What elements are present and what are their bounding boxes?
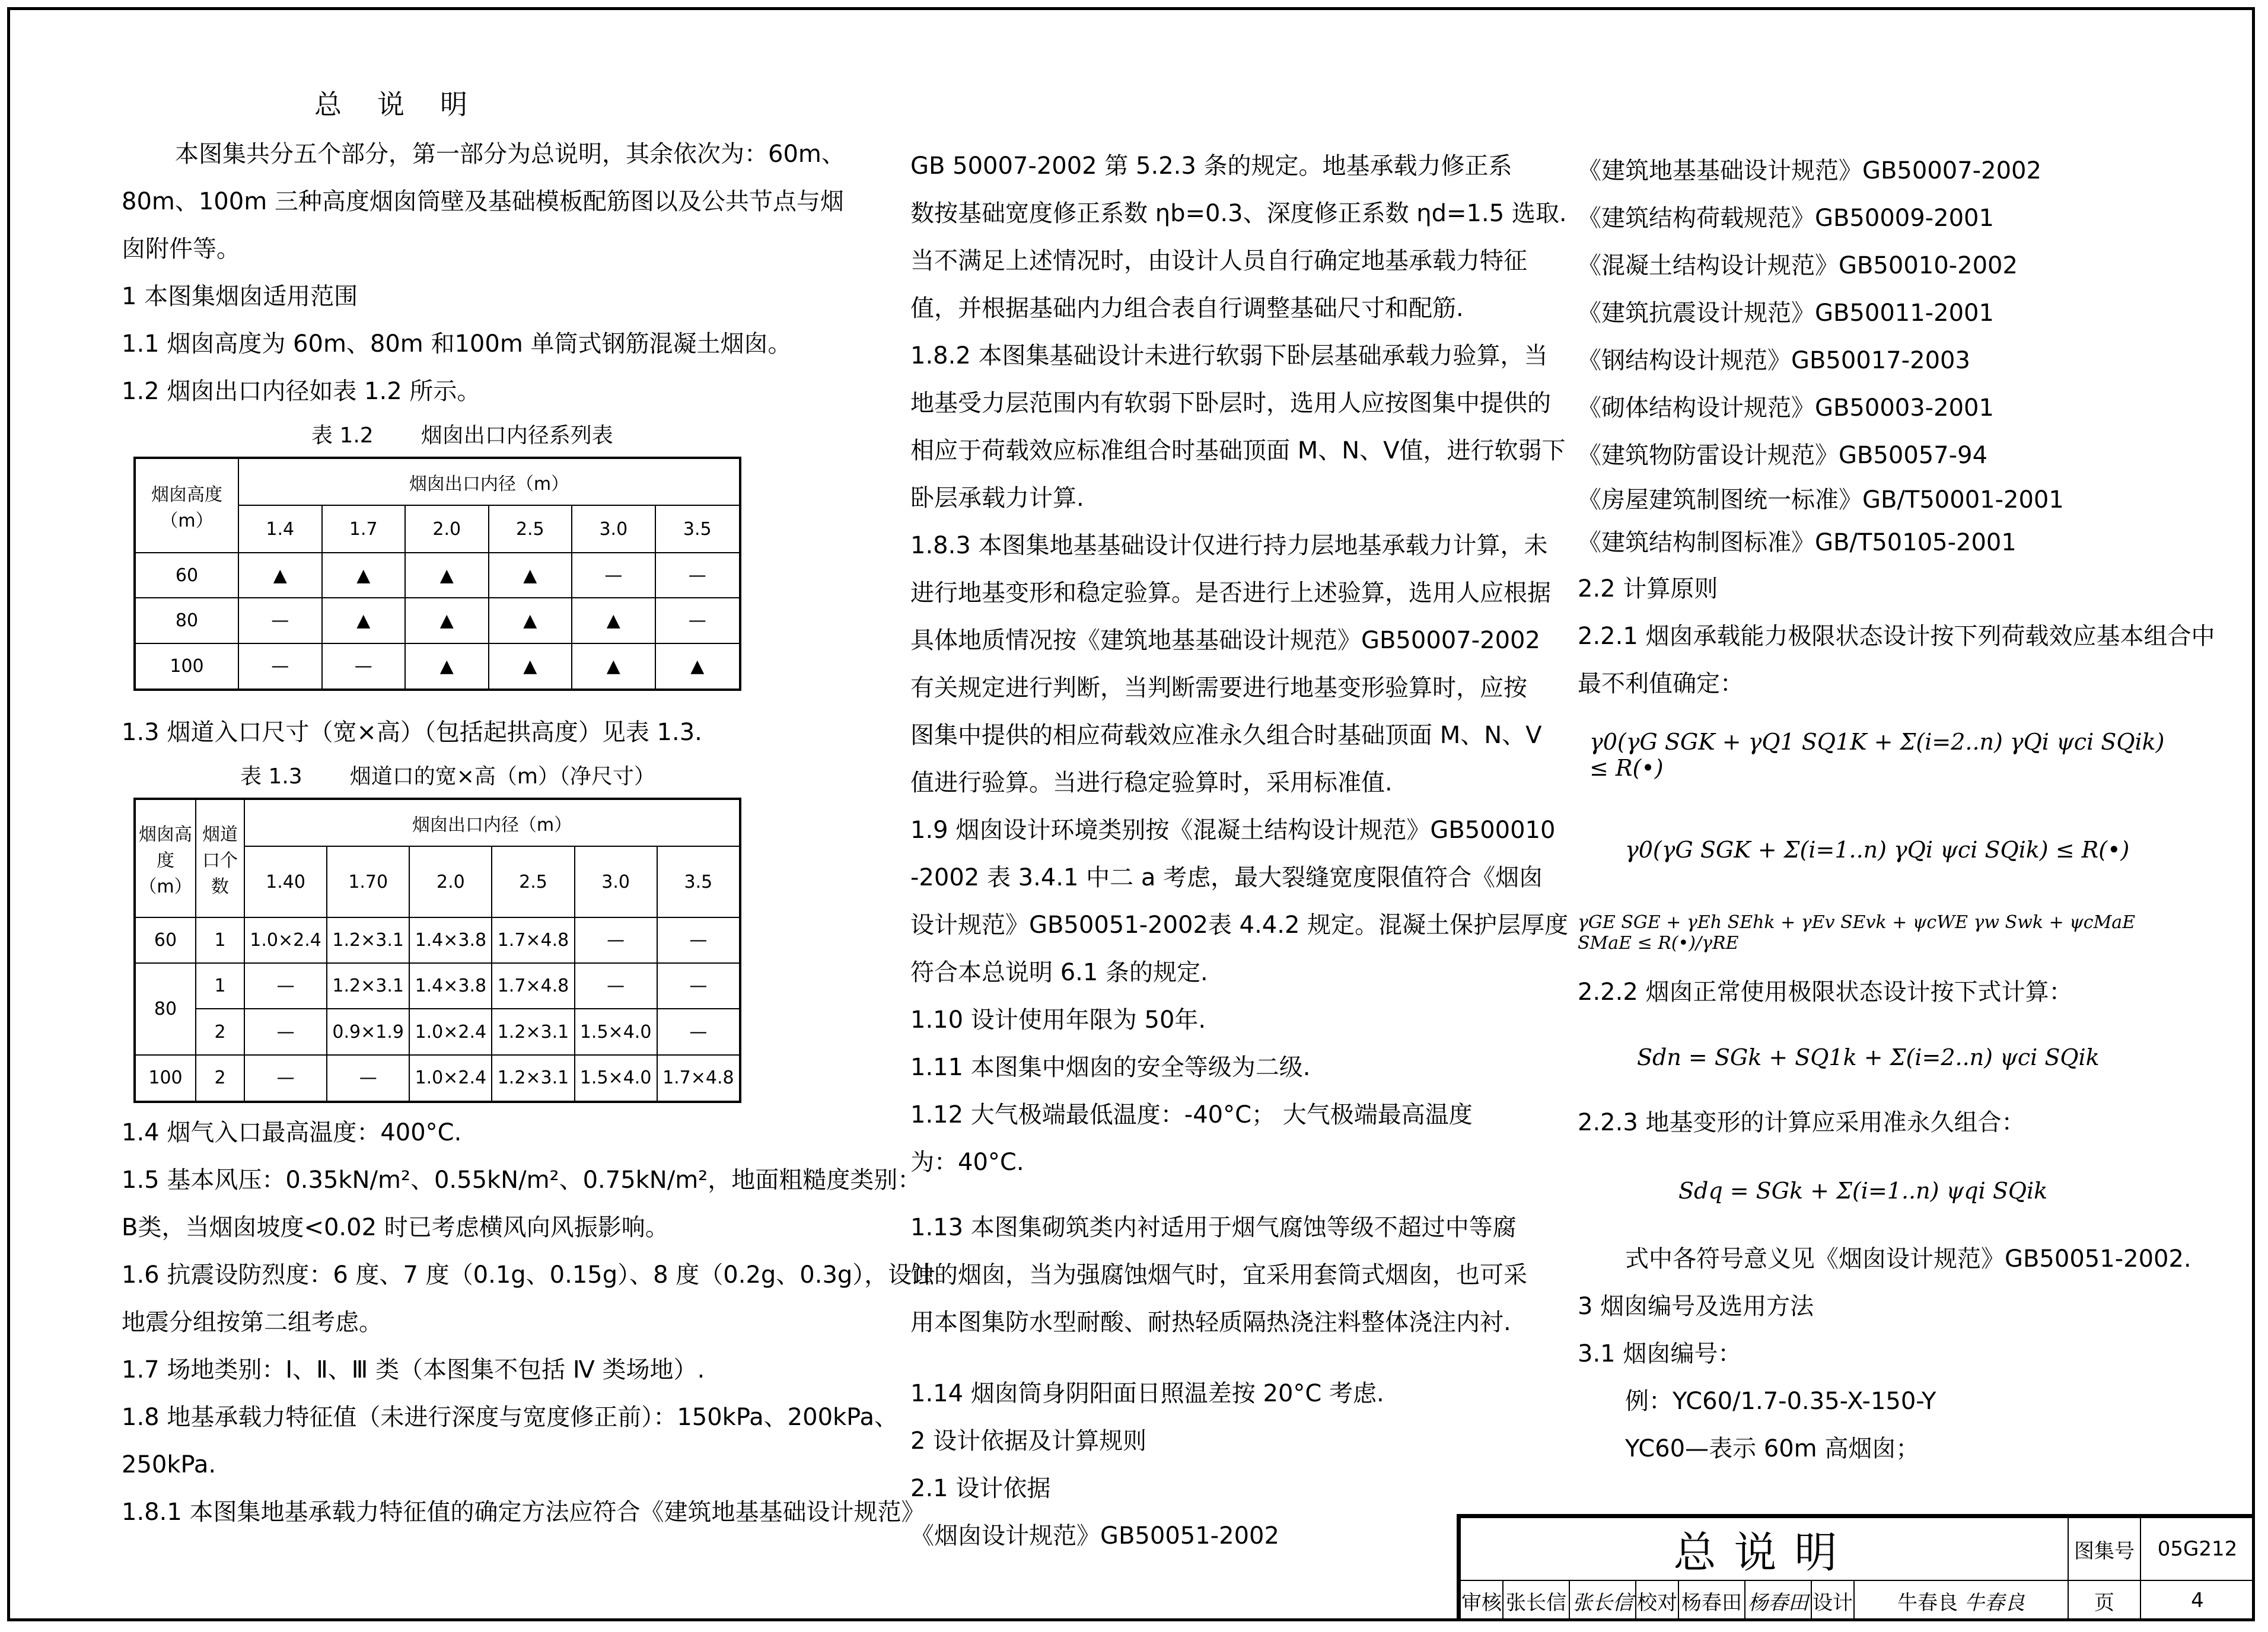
page-number: 4 bbox=[2140, 1580, 2254, 1621]
formula-2: γ0(γG SGK + Σ(i=1..n) γQi ψci SQik) ≤ R(•) bbox=[1625, 837, 2130, 863]
reference-item: 《房屋建筑制图统一标准》GB/T50001-2001 bbox=[1578, 486, 2064, 514]
table-row bbox=[135, 963, 740, 1009]
table-1-3-caption bbox=[122, 756, 851, 798]
table-row bbox=[135, 643, 740, 690]
t13-row-height: 100 bbox=[135, 1055, 196, 1102]
t12-header-height: 烟囱高度（m） bbox=[135, 458, 238, 553]
text-line: 1.9 烟囱设计环境类别按《混凝土结构设计规范》GB500010 bbox=[910, 817, 1556, 844]
text-line: 为：40°C. bbox=[910, 1149, 1024, 1176]
title-block bbox=[1457, 1514, 2255, 1621]
t12-col: 1.7 bbox=[322, 505, 406, 553]
page-label: 页 bbox=[2068, 1580, 2140, 1621]
t12-row-height: 60 bbox=[135, 553, 238, 598]
t12-cell: ▲ bbox=[405, 553, 489, 598]
text-line: 卧层承载力计算. bbox=[910, 485, 1084, 512]
text-line: 1.14 烟囱筒身阴阳面日照温差按 20°C 考虑. bbox=[910, 1380, 1384, 1407]
t13-cell: 1.0×2.4 bbox=[409, 1055, 492, 1102]
text-line: 图集中提供的相应荷载效应准永久组合时基础顶面 M、N、V bbox=[910, 722, 1542, 749]
clause-1-8-a: 1.8 地基承载力特征值（未进行深度与宽度修正前）：150kPa、200kPa、 bbox=[122, 1404, 899, 1431]
t12-cell: ▲ bbox=[405, 643, 489, 690]
t13-cell: 1.2×3.1 bbox=[327, 963, 409, 1009]
t13-col: 1.70 bbox=[327, 846, 409, 917]
t13-cell: — bbox=[244, 1055, 327, 1102]
table-1-2-title: 烟囱出口内径系列表 bbox=[421, 423, 613, 448]
column-1 bbox=[122, 71, 936, 1536]
clause-2-2-1-a: 2.2.1 烟囱承载能力极限状态设计按下列荷载效应基本组合中 bbox=[1578, 623, 2215, 650]
clause-2-2-1-b: 最不利值确定： bbox=[1578, 670, 1744, 697]
t13-cell: — bbox=[327, 1055, 409, 1102]
t12-cell: — bbox=[238, 643, 322, 690]
table-1-3-no: 表 1.3 bbox=[240, 764, 302, 789]
clause-1-6-b: 地震分组按第二组考虑。 bbox=[122, 1309, 383, 1336]
text-line: 当不满足上述情况时，由设计人员自行确定地基承载力特征 bbox=[910, 247, 1527, 275]
text-line: 进行地基变形和稳定验算。是否进行上述验算，选用人应根据 bbox=[910, 579, 1551, 607]
t12-cell: ▲ bbox=[405, 598, 489, 643]
t13-cell: 1.4×3.8 bbox=[409, 917, 492, 963]
clause-1-8-b: 250kPa. bbox=[122, 1451, 216, 1478]
table-row bbox=[135, 598, 740, 643]
t13-header-height: 烟囱高度（m） bbox=[135, 799, 196, 917]
t13-row-count: 2 bbox=[196, 1009, 244, 1054]
t12-cell: ▲ bbox=[238, 553, 322, 598]
t13-col: 3.0 bbox=[575, 846, 657, 917]
text-line: 相应于荷载效应标准组合时基础顶面 M、N、V值，进行软弱下 bbox=[910, 437, 1566, 464]
t13-col: 2.0 bbox=[409, 846, 492, 917]
t13-row-count: 1 bbox=[196, 917, 244, 963]
t13-cell: 1.0×2.4 bbox=[244, 917, 327, 963]
text-line: GB 50007-2002 第 5.2.3 条的规定。地基承载力修正系 bbox=[910, 152, 1512, 180]
t13-cell: — bbox=[244, 1009, 327, 1054]
t12-col: 2.5 bbox=[489, 505, 572, 553]
check-name: 杨春田 bbox=[1678, 1580, 1745, 1621]
review-signature: 张长信 bbox=[1569, 1580, 1636, 1621]
clause-2-2-3: 2.2.3 地基变形的计算应采用准永久组合： bbox=[1578, 1109, 2025, 1136]
t13-cell: 1.5×4.0 bbox=[575, 1055, 657, 1102]
t13-cell: — bbox=[575, 963, 657, 1009]
text-line: 符合本总说明 6.1 条的规定. bbox=[910, 959, 1208, 986]
t13-col: 2.5 bbox=[492, 846, 574, 917]
table-1-2-no: 表 1.2 bbox=[311, 423, 374, 448]
clause-1-6-a: 1.6 抗震设防烈度：6 度、7 度（0.1g、0.15g）、8 度（0.2g、0.3g），设计 bbox=[122, 1261, 936, 1289]
formula-5: Sdq = SGk + Σ(i=1..n) ψqi SQik bbox=[1678, 1178, 2048, 1204]
reference-item: 《砌体结构设计规范》GB50003-2001 bbox=[1578, 394, 1994, 422]
section-3-heading: 3 烟囱编号及选用方法 bbox=[1578, 1293, 1814, 1320]
t13-cell: — bbox=[244, 963, 327, 1009]
text-line: 值进行验算。当进行稳定验算时，采用标准值. bbox=[910, 769, 1393, 796]
t13-cell: 1.7×4.8 bbox=[492, 917, 574, 963]
clause-2-2-2: 2.2.2 烟囱正常使用极限状态设计按下式计算： bbox=[1578, 978, 2073, 1006]
t13-row-count: 2 bbox=[196, 1055, 244, 1102]
t13-row-height: 80 bbox=[135, 963, 196, 1054]
review-label: 审核 bbox=[1460, 1580, 1503, 1621]
text-line: 数按基础宽度修正系数 ηb=0.3、深度修正系数 ηd=1.5 选取. bbox=[910, 200, 1567, 227]
t13-cell: 1.0×2.4 bbox=[409, 1009, 492, 1054]
symbols-note: 式中各符号意义见《烟囱设计规范》GB50051-2002. bbox=[1625, 1245, 2191, 1273]
t12-cell: — bbox=[655, 598, 740, 643]
t13-cell: 1.2×3.1 bbox=[327, 917, 409, 963]
t12-cell: ▲ bbox=[322, 553, 406, 598]
clause-1-5-a: 1.5 基本风压：0.35kN/m²、0.55kN/m²、0.75kN/m²，地面粗糙度类别： bbox=[122, 1166, 922, 1194]
t12-cell: — bbox=[655, 553, 740, 598]
text-line: 1.12 大气极端最低温度：-40°C； 大气极端最高温度 bbox=[910, 1101, 1473, 1129]
t12-cell: — bbox=[238, 598, 322, 643]
table-1-2-caption bbox=[122, 415, 851, 457]
text-line: 2 设计依据及计算规则 bbox=[910, 1427, 1147, 1455]
t12-cell: ▲ bbox=[572, 598, 655, 643]
t13-header-span: 烟囱出口内径（m） bbox=[244, 799, 740, 846]
clause-1-1: 1.1 烟囱高度为 60m、80m 和100m 单筒式钢筋混凝土烟囱。 bbox=[122, 330, 792, 358]
intro-line-1: 本图集共分五个部分，第一部分为总说明，其余依次为：60m、 bbox=[175, 141, 845, 168]
atlas-number: 05G212 bbox=[2140, 1518, 2254, 1580]
clause-1-2: 1.2 烟囱出口内径如表 1.2 所示。 bbox=[122, 378, 481, 405]
reference-item: 《建筑结构制图标准》GB/T50105-2001 bbox=[1578, 529, 2017, 556]
column-3 bbox=[1578, 147, 2215, 1472]
reference-item: 《建筑物防雷设计规范》GB50057-94 bbox=[1578, 442, 1988, 469]
design-name: 牛春良 bbox=[1897, 1590, 1958, 1615]
text-line: 2.1 设计依据 bbox=[910, 1475, 1051, 1502]
reference-item: 《建筑抗震设计规范》GB50011-2001 bbox=[1578, 299, 1994, 327]
t13-cell: 1.2×3.1 bbox=[492, 1009, 574, 1054]
table-row bbox=[135, 917, 740, 963]
example-meaning: YC60—表示 60m 高烟囱； bbox=[1625, 1435, 1920, 1462]
t12-cell: — bbox=[572, 553, 655, 598]
title-block-title: 总说明 bbox=[1460, 1518, 2068, 1580]
t13-row-count: 1 bbox=[196, 963, 244, 1009]
t13-col: 3.5 bbox=[657, 846, 740, 917]
text-line: 1.8.2 本图集基础设计未进行软弱下卧层基础承载力验算，当 bbox=[910, 342, 1548, 369]
t12-cell: ▲ bbox=[322, 598, 406, 643]
t13-cell: 1.7×4.8 bbox=[492, 963, 574, 1009]
text-line: 用本图集防水型耐酸、耐热轻质隔热浇注料整体浇注内衬. bbox=[910, 1309, 1511, 1336]
formula-3: γGE SGE + γEh SEhk + γEv SEvk + ψcWE γw Swk + ψcMaE SMaE ≤ R(•)/γRE bbox=[1578, 912, 2136, 954]
text-line: 1.8.3 本图集地基基础设计仅进行持力层地基承载力计算，未 bbox=[910, 532, 1548, 559]
t12-cell: — bbox=[322, 643, 406, 690]
t13-col: 1.40 bbox=[244, 846, 327, 917]
t13-cell: — bbox=[657, 963, 740, 1009]
text-line: -2002 表 3.4.1 中二 a 考虑，最大裂缝宽度限值符合《烟囱 bbox=[910, 864, 1543, 891]
t13-cell: 1.2×3.1 bbox=[492, 1055, 574, 1102]
clause-1-7: 1.7 场地类别：Ⅰ、Ⅱ、Ⅲ 类（本图集不包括 Ⅳ 类场地）. bbox=[122, 1356, 705, 1384]
table-1-3-title: 烟道口的宽×高（m）（净尺寸） bbox=[349, 764, 655, 789]
t12-col: 1.4 bbox=[238, 505, 322, 553]
atlas-label: 图集号 bbox=[2068, 1518, 2140, 1580]
text-line: 1.10 设计使用年限为 50年. bbox=[910, 1006, 1206, 1034]
text-line: 1.11 本图集中烟囱的安全等级为二级. bbox=[910, 1054, 1311, 1081]
reference-item: 《建筑结构荷载规范》GB50009-2001 bbox=[1578, 205, 1994, 232]
t13-cell: — bbox=[657, 917, 740, 963]
clause-3-1: 3.1 烟囱编号： bbox=[1578, 1340, 1742, 1368]
t13-cell: 0.9×1.9 bbox=[327, 1009, 409, 1054]
t12-col: 2.0 bbox=[405, 505, 489, 553]
reference-item: 《混凝土结构设计规范》GB50010-2002 bbox=[1578, 252, 2018, 279]
t12-cell: ▲ bbox=[489, 598, 572, 643]
t13-row-height: 60 bbox=[135, 917, 196, 963]
t12-header-span: 烟囱出口内径（m） bbox=[238, 458, 740, 505]
t13-header-count: 烟道口个数 bbox=[196, 799, 244, 917]
page-title: 总说明 bbox=[314, 88, 503, 120]
reference-item: 《钢结构设计规范》GB50017-2003 bbox=[1578, 347, 1970, 374]
t12-cell: ▲ bbox=[655, 643, 740, 690]
table-row bbox=[135, 553, 740, 598]
t13-cell: 1.5×4.0 bbox=[575, 1009, 657, 1054]
table-row bbox=[135, 1055, 740, 1102]
t12-row-height: 100 bbox=[135, 643, 238, 690]
text-line: 地基受力层范围内有软弱下卧层时，选用人应按图集中提供的 bbox=[910, 390, 1551, 417]
text-line: 《烟囱设计规范》GB50051-2002 bbox=[910, 1522, 1279, 1550]
clause-1-8-1: 1.8.1 本图集地基承载力特征值的确定方法应符合《建筑地基基础设计规范》 bbox=[122, 1499, 925, 1526]
check-signature: 杨春田 bbox=[1745, 1580, 1811, 1621]
section-1-heading: 1 本图集烟囱适用范围 bbox=[122, 283, 358, 310]
design-cell bbox=[1854, 1580, 2068, 1621]
intro-line-3: 囱附件等。 bbox=[122, 235, 240, 263]
table-row bbox=[135, 1009, 740, 1054]
t12-col: 3.0 bbox=[572, 505, 655, 553]
text-line: 具体地质情况按《建筑地基基础设计规范》GB50007-2002 bbox=[910, 627, 1540, 654]
formula-1: γ0(γG SGK + γQ1 SQ1K + Σ(i=2..n) γQi ψci SQik) ≤ R(•) bbox=[1589, 729, 2165, 781]
clause-2-2: 2.2 计算原则 bbox=[1578, 575, 1718, 603]
text-line: 蚀的烟囱，当为强腐蚀烟气时，宜采用套筒式烟囱，也可采 bbox=[910, 1261, 1527, 1289]
formula-4: Sdn = SGk + SQ1k + Σ(i=2..n) ψci SQik bbox=[1637, 1044, 2100, 1070]
clause-1-4: 1.4 烟气入口最高温度：400°C. bbox=[122, 1119, 462, 1146]
design-signature: 牛春良 bbox=[1964, 1590, 2025, 1615]
example-code: 例：YC60/1.7-0.35-X-150-Y bbox=[1625, 1388, 1936, 1415]
t12-col: 3.5 bbox=[655, 505, 740, 553]
text-line: 设计规范》GB50051-2002表 4.4.2 规定。混凝土保护层厚度 bbox=[910, 911, 1569, 939]
text-line: 1.13 本图集砌筑类内衬适用于烟气腐蚀等级不超过中等腐 bbox=[910, 1214, 1517, 1241]
t12-row-height: 80 bbox=[135, 598, 238, 643]
text-line: 有关规定进行判断，当判断需要进行地基变形验算时，应按 bbox=[910, 674, 1527, 702]
t12-cell: ▲ bbox=[572, 643, 655, 690]
clause-1-5-b: B类，当烟囱坡度<0.02 时已考虑横风向风振影响。 bbox=[122, 1214, 669, 1241]
reference-item: 《建筑地基基础设计规范》GB50007-2002 bbox=[1578, 157, 2041, 184]
table-1-3 bbox=[133, 798, 741, 1103]
intro-line-2: 80m、100m 三种高度烟囱筒壁及基础模板配筋图以及公共节点与烟 bbox=[122, 188, 844, 215]
clause-1-3: 1.3 烟道入口尺寸（宽×高）（包括起拱高度）见表 1.3. bbox=[122, 719, 702, 746]
column-2 bbox=[910, 142, 1569, 1560]
table-1-2 bbox=[133, 457, 741, 691]
t12-cell: ▲ bbox=[489, 643, 572, 690]
t13-cell: 1.4×3.8 bbox=[409, 963, 492, 1009]
t12-cell: ▲ bbox=[489, 553, 572, 598]
check-label: 校对 bbox=[1636, 1580, 1678, 1621]
t13-cell: — bbox=[575, 917, 657, 963]
t13-cell: — bbox=[657, 1009, 740, 1054]
review-name: 张长信 bbox=[1503, 1580, 1569, 1621]
text-line: 值，并根据基础内力组合表自行调整基础尺寸和配筋. bbox=[910, 295, 1464, 322]
t13-cell: 1.7×4.8 bbox=[657, 1055, 740, 1102]
design-label: 设计 bbox=[1811, 1580, 1854, 1621]
